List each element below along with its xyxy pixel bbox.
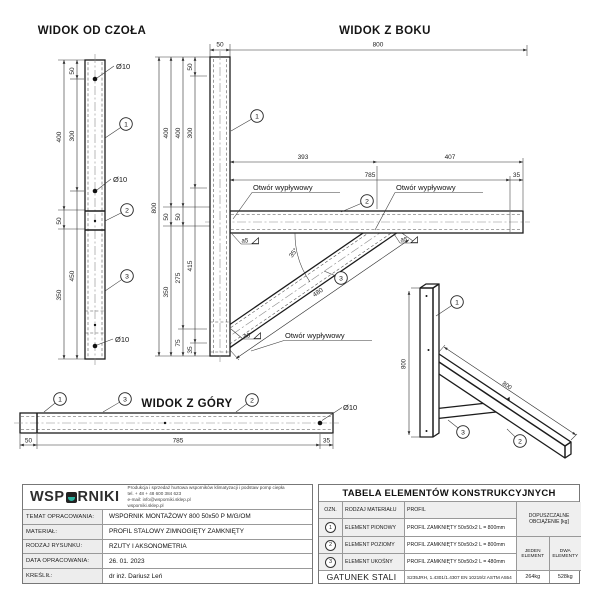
front-view-title: WIDOK OD CZOŁA <box>37 25 147 37</box>
logo-text-post: RNIKI <box>77 489 120 505</box>
title-block-row-rodzaj <box>23 539 312 554</box>
side-balloon-1-number: 1 <box>255 113 259 121</box>
side-weld-1 <box>232 234 259 245</box>
front-dim-50-outer: 50 <box>56 217 63 225</box>
axono-balloon-1 <box>436 296 463 316</box>
side-dim-407: 407 <box>444 154 456 161</box>
side-vent-3-text: Otwór wypływowy <box>285 331 345 340</box>
axono-balloon-2-number: 2 <box>518 438 522 446</box>
side-dim-785: 785 <box>364 172 376 179</box>
top-dim-50: 50 <box>24 437 33 445</box>
row-value: 26. 01. 2023 <box>109 557 145 565</box>
header-one-element: JEDEN ELEMENT <box>516 536 549 570</box>
axono-arm <box>433 354 571 458</box>
title-block-row-data <box>23 553 312 568</box>
side-dim-chains <box>151 57 210 356</box>
row-value: PROFIL STALOWY ZIMNOGIĘTY ZAMKNIĘTY <box>109 528 245 536</box>
side-dim-275: 275 <box>175 272 182 284</box>
side-balloon-2 <box>341 195 373 212</box>
side-dim-35-right: 35 <box>512 172 521 179</box>
row-1-profil: PROFIL ZAMKNIĘTY 50x50x2 L = 800mm <box>404 518 516 536</box>
side-vertical-bar <box>210 51 230 362</box>
front-balloon-3-number: 3 <box>125 273 129 281</box>
side-vent-2-text: Otwór wypływowy <box>396 183 456 192</box>
side-dim-50-width: 50 <box>216 41 224 49</box>
top-balloon-1 <box>44 393 66 412</box>
axono-balloon-2 <box>507 429 526 447</box>
load-one-value: 264kg <box>516 570 549 583</box>
axono-balloon-3-number: 3 <box>461 429 465 437</box>
top-dim-35: 35 <box>322 437 331 445</box>
axono-dim-800-vertical: 800 <box>401 358 408 370</box>
logo-o-mark-icon <box>66 492 77 503</box>
title-block-row-kreslil <box>23 568 312 583</box>
front-dia-top-label: Ø10 <box>116 62 131 71</box>
company-contact <box>124 483 289 511</box>
balloon-ref-3: 3 <box>325 557 336 568</box>
row-label: MATERIAŁ: <box>23 525 103 539</box>
axono-balloon-3 <box>448 420 469 438</box>
row-value: WSPORNIK MONTAŻOWY 800 50x50 P M/G/OM <box>109 513 251 521</box>
side-dim-35: 35 <box>187 346 194 354</box>
side-horizontal-bar <box>205 211 530 233</box>
front-dim-50-inner: 50 <box>69 67 76 75</box>
side-dim-50a: 50 <box>163 213 170 221</box>
load-two-value: 528kg <box>549 570 582 583</box>
elements-table-title: TABELA ELEMENTÓW KONSTRUKCYJNYCH <box>319 485 579 502</box>
top-view <box>14 393 357 449</box>
balloon-ref-2: 2 <box>325 540 336 551</box>
front-balloon-2-number: 2 <box>125 207 129 215</box>
logo-text-pre: WSP <box>30 489 65 505</box>
front-balloon-2 <box>105 204 133 221</box>
row-2-ozn <box>319 536 342 553</box>
row-3-rodzaj: ELEMENT UKOŚNY <box>342 553 404 570</box>
side-view-title: WIDOK Z BOKU <box>339 25 431 37</box>
side-vent-label-3 <box>251 331 372 351</box>
side-weld-2-label: a5 <box>400 237 408 244</box>
top-dims <box>20 434 333 449</box>
row-2-rodzaj: ELEMENT POZIOMY <box>342 536 404 553</box>
row-label: KREŚLIŁ: <box>23 569 103 583</box>
title-block <box>22 484 313 584</box>
row-1-ozn <box>319 518 342 536</box>
side-dim-350: 350 <box>163 286 170 298</box>
side-vent-1-text: Otwór wypływowy <box>253 183 313 192</box>
side-dim-75: 75 <box>175 339 182 347</box>
header-load: DOPUSZCZALNE OBCIĄŻENIE [kg] <box>516 502 581 536</box>
side-dim-300: 300 <box>187 127 194 139</box>
front-dim-300: 300 <box>69 130 76 142</box>
header-rodzaj: RODZAJ MATERIAŁU <box>342 502 404 518</box>
top-profile-bar <box>14 413 339 433</box>
top-balloon-1-number: 1 <box>58 396 62 404</box>
front-dim-400: 400 <box>56 131 63 143</box>
side-angle-label: 35° <box>288 247 300 260</box>
contact-line: wsporniki.sklep.pl <box>127 502 164 508</box>
axono-dim-800-arm: 800 <box>500 380 513 392</box>
row-3-profil: PROFIL ZAMKNIĘTY 50x50x2 L = 480mm <box>404 553 516 570</box>
top-balloon-2-number: 2 <box>250 397 254 405</box>
row-1-rodzaj: ELEMENT PIONOWY <box>342 518 404 536</box>
side-dim-400a: 400 <box>163 127 170 139</box>
side-dim-400b: 400 <box>175 127 182 139</box>
contact-line: tel. + 48 + 48 600 384 623 <box>127 491 182 497</box>
elements-table <box>318 484 580 584</box>
side-weld-3-label: a5 <box>243 333 251 340</box>
axono-balloon-1-number: 1 <box>455 299 459 307</box>
top-dim-785: 785 <box>172 437 184 445</box>
title-block-row-temat <box>23 509 312 524</box>
side-right-dims <box>230 154 523 210</box>
side-weld-1-label: a5 <box>241 238 249 245</box>
axonometric-view <box>402 284 578 458</box>
balloon-ref-1: 1 <box>325 522 336 533</box>
front-balloon-1 <box>105 118 132 138</box>
company-logo <box>23 489 124 505</box>
row-label: TEMAT OPRACOWANIA: <box>23 510 103 524</box>
header-two-elements: DWA ELEMENTY <box>549 536 582 570</box>
side-balloon-2-number: 2 <box>365 198 369 206</box>
top-view-title: WIDOK Z GÓRY <box>141 398 233 410</box>
row-2-profil: PROFIL ZAMKNIĘTY 50x50x2 L = 800mm <box>404 536 516 553</box>
side-dim-800-left: 800 <box>151 202 158 214</box>
header-profil: PROFIL <box>404 502 516 518</box>
top-dia-label: Ø10 <box>343 403 358 412</box>
side-balloon-1 <box>231 110 263 131</box>
side-top-dims <box>210 42 527 58</box>
side-dim-480: 480 <box>311 286 325 299</box>
row-3-ozn <box>319 553 342 570</box>
front-balloon-3 <box>105 270 133 291</box>
axono-post <box>420 284 439 437</box>
steel-grade-value: S235JRH, 1.4301/1.4307 EN 10219/2 ASTM A554 <box>404 570 516 583</box>
contact-line: Produkcja i sprzedaż hurtowa wsporników klimatyzacji i podstaw pomp ciepła <box>127 485 285 491</box>
row-label: RODZAJ RYSUNKU: <box>23 540 103 554</box>
front-dia-mid-label: Ø10 <box>113 175 128 184</box>
side-weld-2 <box>394 234 418 244</box>
front-profile-bar <box>85 54 105 365</box>
front-dim-350: 350 <box>56 289 63 301</box>
front-dim-chains <box>56 60 77 359</box>
top-balloon-2 <box>236 394 258 412</box>
row-value: RZUTY I AKSONOMETRIA <box>109 542 187 550</box>
steel-grade-label: GATUNEK STALI <box>319 570 404 583</box>
front-dia-bottom-label: Ø10 <box>115 335 130 344</box>
front-view <box>38 25 146 365</box>
header-ozn: OZN. <box>319 502 342 518</box>
side-dim-393: 393 <box>297 154 309 161</box>
side-dim-50b: 50 <box>175 213 182 221</box>
front-dim-450: 450 <box>69 270 76 282</box>
side-balloon-3-number: 3 <box>339 275 343 283</box>
side-dim-800-top: 800 <box>372 41 384 49</box>
side-dim-415: 415 <box>187 260 194 272</box>
side-dim-50c: 50 <box>187 63 194 71</box>
contact-line: e-mail: info@wsporniki.sklep.pl <box>127 497 191 502</box>
top-balloon-3-number: 3 <box>123 396 127 404</box>
front-balloon-1-number: 1 <box>124 121 128 129</box>
title-block-row-material <box>23 524 312 539</box>
front-extension-lines <box>58 60 85 359</box>
elements-table-grid <box>319 502 579 583</box>
side-view <box>151 25 530 362</box>
top-balloon-3 <box>103 393 131 412</box>
row-value: dr inż. Dariusz Leń <box>109 572 163 580</box>
title-block-logo-row <box>23 485 312 509</box>
row-label: DATA OPRACOWANIA: <box>23 554 103 568</box>
